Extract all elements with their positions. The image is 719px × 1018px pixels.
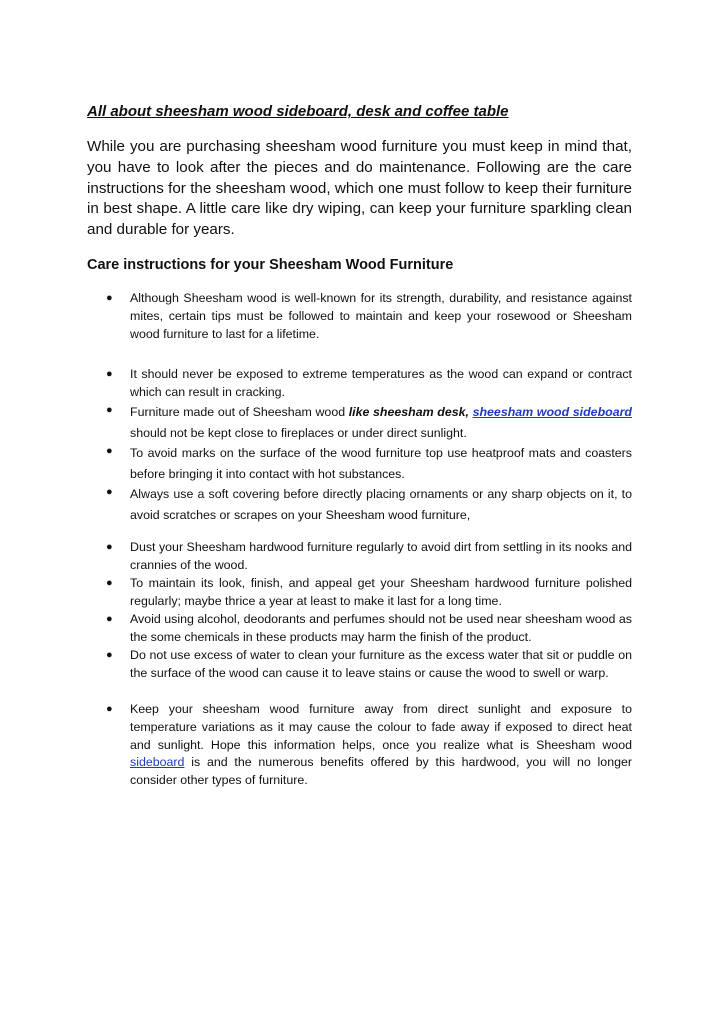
care-item-soft-covering xyxy=(106,484,632,525)
bullet-icon: ● xyxy=(106,404,113,416)
care-item-text-end: is and the numerous benefits offered by this hardwood, you will no longer consider other types of furniture. xyxy=(130,755,632,788)
care-item-text: Dust your Sheesham hardwood furniture regularly to avoid dirt from settling in its nooks and crannies of the wood. xyxy=(130,540,632,572)
bullet-icon: ● xyxy=(106,649,113,661)
bullet-icon: ● xyxy=(106,368,113,380)
care-item-text xyxy=(130,402,632,443)
bullet-icon: ● xyxy=(106,703,113,715)
care-instructions-heading: Care instructions for your Sheesham Wood Furniture xyxy=(87,257,454,273)
intro-paragraph: While you are purchasing sheesham wood furniture you must keep in mind that, you have to look after the pieces and do maintenance. Following are the care instructions for the sheesham wood, which one must follow to keep their furniture in best shape. A little care like dry wiping, can keep your furniture sparkling clean and durable for years. xyxy=(87,138,632,239)
care-item-text: It should never be exposed to extreme temperatures as the wood can expand or contract which can result in cracking. xyxy=(130,367,632,399)
bullet-icon: ● xyxy=(106,577,113,589)
bullet-icon: ● xyxy=(106,613,113,625)
care-item-fireplaces xyxy=(106,402,632,443)
care-item-text xyxy=(130,701,632,790)
bullet-icon: ● xyxy=(106,445,113,457)
care-item-text: Avoid using alcohol, deodorants and perfumes should not be used near sheesham wood as the some chemicals in these products may harm the finish of the product. xyxy=(130,612,632,644)
document-title: All about sheesham wood sideboard, desk and coffee table xyxy=(87,103,509,120)
bullet-icon: ● xyxy=(106,292,113,304)
care-item-text-start: Furniture made out of Sheesham wood xyxy=(130,405,349,419)
care-item-text-start: Keep your sheesham wood furniture away from direct sunlight and exposure to temperature variations as it may cause the colour to fade away if exposed to direct heat and sunlight. Hope this information helps, once you realize what is Sheesham wood xyxy=(130,702,632,752)
care-item-text: Always use a soft covering before directly placing ornaments or any sharp objects on it, to avoid scratches or scrapes on your Sheesham wood furniture, xyxy=(130,487,632,522)
care-item-text: Do not use excess of water to clean your furniture as the excess water that sit or puddle on the surface of the wood can cause it to leave stains or cause the wood to swell or warp. xyxy=(130,648,632,680)
care-item-avoid-chemicals xyxy=(106,611,632,647)
care-item-sunlight xyxy=(106,701,632,790)
care-item-strength xyxy=(106,290,632,343)
care-item-text: Although Sheesham wood is well-known for its strength, durability, and resistance against mites, certain tips must be followed to maintain and keep your rosewood or Sheesham wood furniture to last for a lifetime. xyxy=(130,291,632,341)
bullet-icon: ● xyxy=(106,486,113,498)
sheesham-wood-sideboard-link[interactable]: sheesham wood sideboard xyxy=(472,405,632,419)
care-item-text: To maintain its look, finish, and appeal get your Sheesham hardwood furniture polished regularly; maybe thrice a year at least to make it last for a long time. xyxy=(130,576,632,608)
care-item-dusting xyxy=(106,539,632,575)
sideboard-link[interactable]: sideboard xyxy=(130,755,185,770)
care-item-text: To avoid marks on the surface of the wood furniture top use heatproof mats and coasters before bringing it into contact with hot substances. xyxy=(130,446,632,481)
care-item-heatproof-mats xyxy=(106,443,632,484)
care-item-excess-water xyxy=(106,647,632,683)
emphasis-text: like sheesham desk, xyxy=(348,405,469,419)
care-item-text-end: should not be kept close to fireplaces or under direct sunlight. xyxy=(130,425,467,440)
bullet-icon: ● xyxy=(106,541,113,553)
care-item-temperature xyxy=(106,366,632,402)
care-item-polishing xyxy=(106,575,632,611)
